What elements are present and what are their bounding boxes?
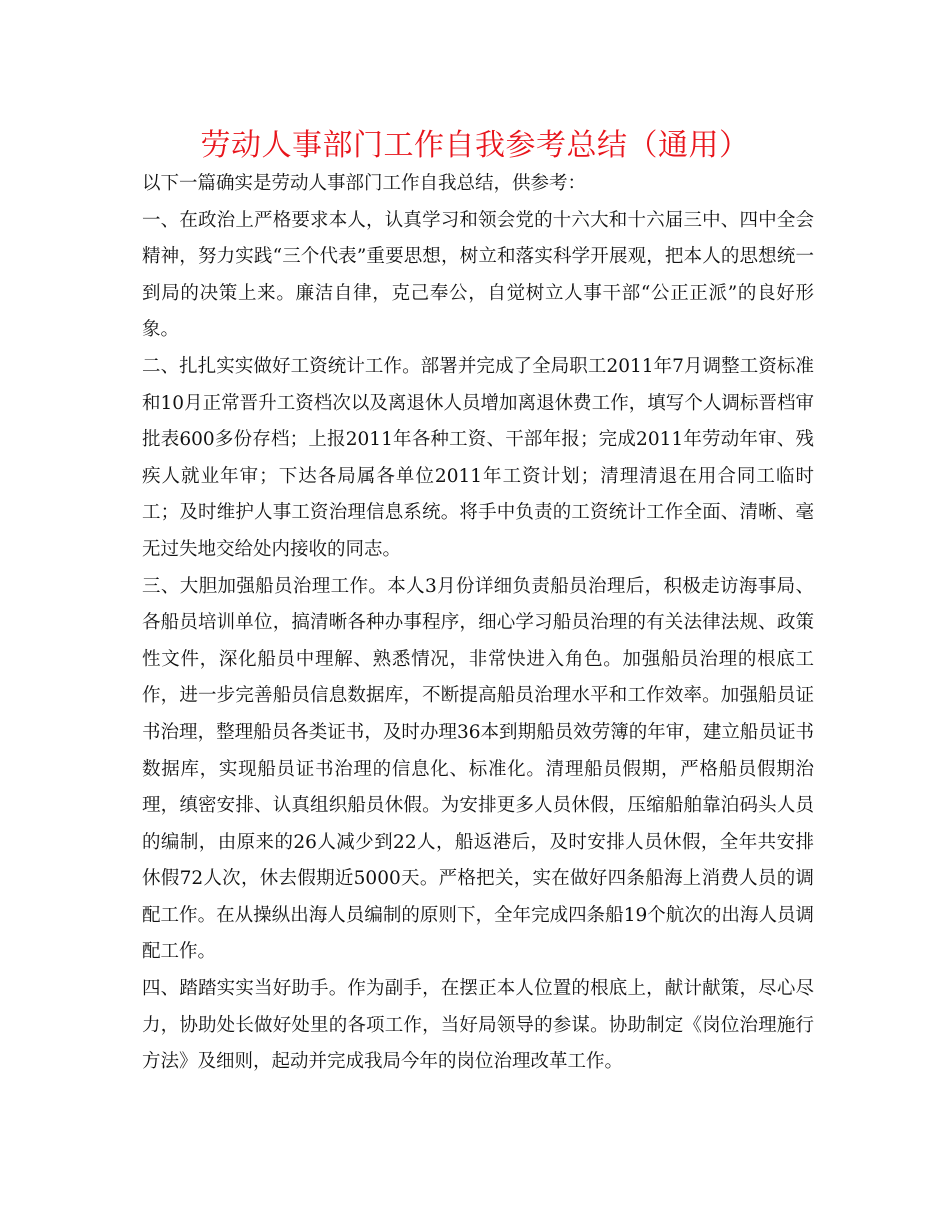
document-title: 劳动人事部门工作自我参考总结（通用） [200, 128, 750, 163]
paragraph-political: 一、在政治上严格要求本人，认真学习和领会党的十六大和十六届三中、四中全会精神，努力实践“三个代表”重要思想，树立和落实科学开展观，把本人的思想统一到局的决策上来。廉洁自律，克己奉公，自觉树立人事干部“公正正派”的良好形象。 [142, 209, 814, 341]
paragraph-crew-management: 三、大胆加强船员治理工作。本人3月份详细负责船员治理后，积极走访海事局、各船员培训单位，搞清晰各种办事程序，细心学习船员治理的有关法律法规、政策性文件，深化船员中理解、熟悉情况，非常快进入角色。加强船员治理的根底工作，进一步完善船员信息数据库，不断提高船员治理水平和工作效率。加强船员证书治理，整理船员各类证书，及时办理36本到期船员效劳簿的年审，建立船员证书数据库，实现船员证书治理的信息化、标准化。清理船员假期，严格船员假期治理，缜密安排、认真组织船员休假。为安排更多人员休假，压缩船舶靠泊码头人员的编制，由原来的26人减少到22人，船返港后，及时安排人员休假，全年共安排休假72人次，休去假期近5000天。严格把关，实在做好四条船海上消费人员的调配工作。在从操纵出海人员编制的原则下，全年完成四条船19个航次的出海人员调配工作。 [142, 575, 814, 963]
paragraph-wage-statistics: 二、扎扎实实做好工资统计工作。部署并完成了全局职工2011年7月调整工资标准和10月正常晋升工资档次以及离退休人员增加离退休费工作，填写个人调标晋档审批表600多份存档；上报2011年各种工资、干部年报；完成2011年劳动年审、残疾人就业年审；下达各局属各单位2011年工资计划；清理清退在用合同工临时工；及时维护人事工资治理信息系统。将手中负责的工资统计工作全面、清晰、毫无过失地交给处内接收的同志。 [142, 355, 814, 560]
document-body [142, 166, 814, 1081]
intro-paragraph: 以下一篇确实是劳动人事部门工作自我总结，供参考： [142, 173, 587, 194]
paragraph-assistant: 四、踏踏实实当好助手。作为副手，在摆正本人位置的根底上，献计献策，尽心尽力，协助处长做好处里的各项工作，当好局领导的参谋。协助制定《岗位治理施行方法》及细则，起动并完成我局今年的岗位治理改革工作。 [142, 978, 814, 1073]
